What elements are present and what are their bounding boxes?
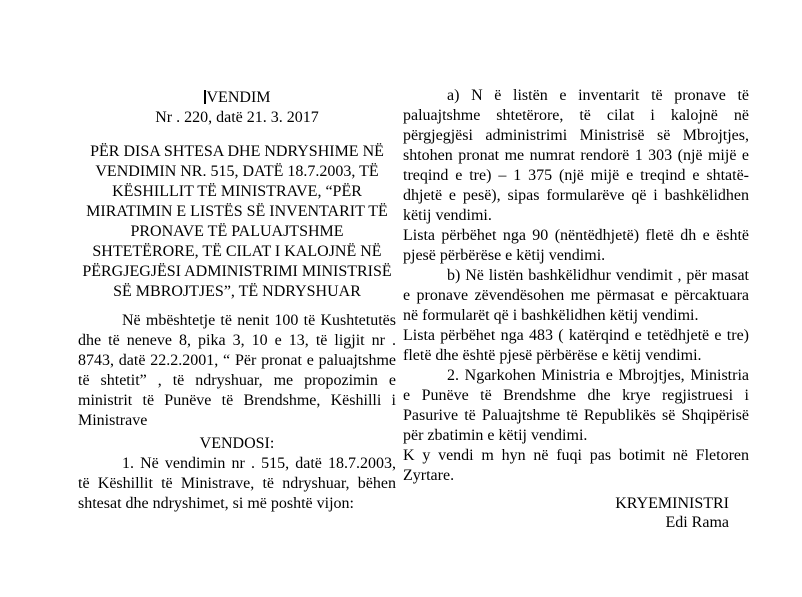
entry-into-force-paragraph: K y vendi m hyn në fuqi pas botimit në Fletoren Zyrtare.: [403, 447, 749, 484]
text-cursor-caret: [204, 90, 206, 104]
point-a-paragraph: a) N ë listën e inventarit të pronave të paluajtshme shtetërore, të cilat i kalojnë në përgjegjësi administrimi Ministrisë së Mbrojtjes, shtohen pronat me numrat rendorë 1 303 (një mijë e treqind e tre) – 1 375 (një mijë e treqind e shtatë-dhjetë e pesë), sipas formularëve që i bashkëlidhen këtij vendimi.: [403, 87, 749, 224]
decision-title: PËR DISA SHTESA DHE NDRYSHIME NË VENDIMIN NR. 515, DATË 18.7.2003, TË KËSHILLIT TË MINISTRAVE, “PËR MIRATIMIN E LISTËS SË INVENTARIT TË PRONAVE TË PALUAJTSHME SHTETËRORE, TË CILAT I KALOJNË NË PËRGJEGJËSI ADMINISTRIMI MINISTRISË SË MBROJTJES”, TË NDRYSHUAR: [82, 143, 392, 300]
decision-number-line: Nr . 220, datë 21. 3. 2017: [155, 109, 319, 126]
signature-name: Edi Rama: [665, 514, 729, 531]
decision-heading-text: VENDIM: [206, 89, 271, 106]
decides-heading: VENDOSI:: [199, 435, 275, 452]
decision-heading: [78, 88, 396, 108]
left-column: [78, 88, 396, 514]
right-column: [403, 86, 749, 532]
signature-block: [403, 494, 749, 532]
point-b-paragraph: b) Në listën bashkëlidhur vendimit , për masat e pronave zëvendësohen me përmasat e përcaktuara në formularët që i bashkëlidhen këtij vendimi.: [403, 267, 749, 324]
preamble-paragraph: Në mbështetje të nenit 100 të Kushtetutës dhe të neneve 8, pika 3, 10 e 13, të ligjit nr . 8743, datë 22.2.2001, “ Për pronat e paluajtshme të shtetit” , të ndryshuar, me propozimin e ministrit të Punëve të Brendshme, Këshilli i Ministrave: [78, 312, 396, 429]
list-note-a-paragraph: Lista përbëhet nga 90 (nëntëdhjetë) fletë dh e është pjesë përbërëse e këtij vendimi.: [403, 227, 749, 264]
item-2-paragraph: 2. Ngarkohen Ministria e Mbrojtjes, Ministria e Punëve të Brendshme dhe krye regjistruesi i Pasurive të Paluajtshme të Republikës së Shqipërisë për zbatimin e këtij vendimi.: [403, 367, 749, 444]
list-note-b-paragraph: Lista përbëhet nga 483 ( katërqind e tetëdhjetë e tre) fletë dhe është pjesë përbërëse e këtij vendimi.: [403, 327, 749, 364]
signature-title: KRYEMINISTRI: [615, 495, 729, 512]
item-1-paragraph: 1. Në vendimin nr . 515, datë 18.7.2003, të Këshillit të Ministrave, të ndryshuar, bëhen shtesat dhe ndryshimet, si më poshtë vijon:: [78, 455, 396, 512]
